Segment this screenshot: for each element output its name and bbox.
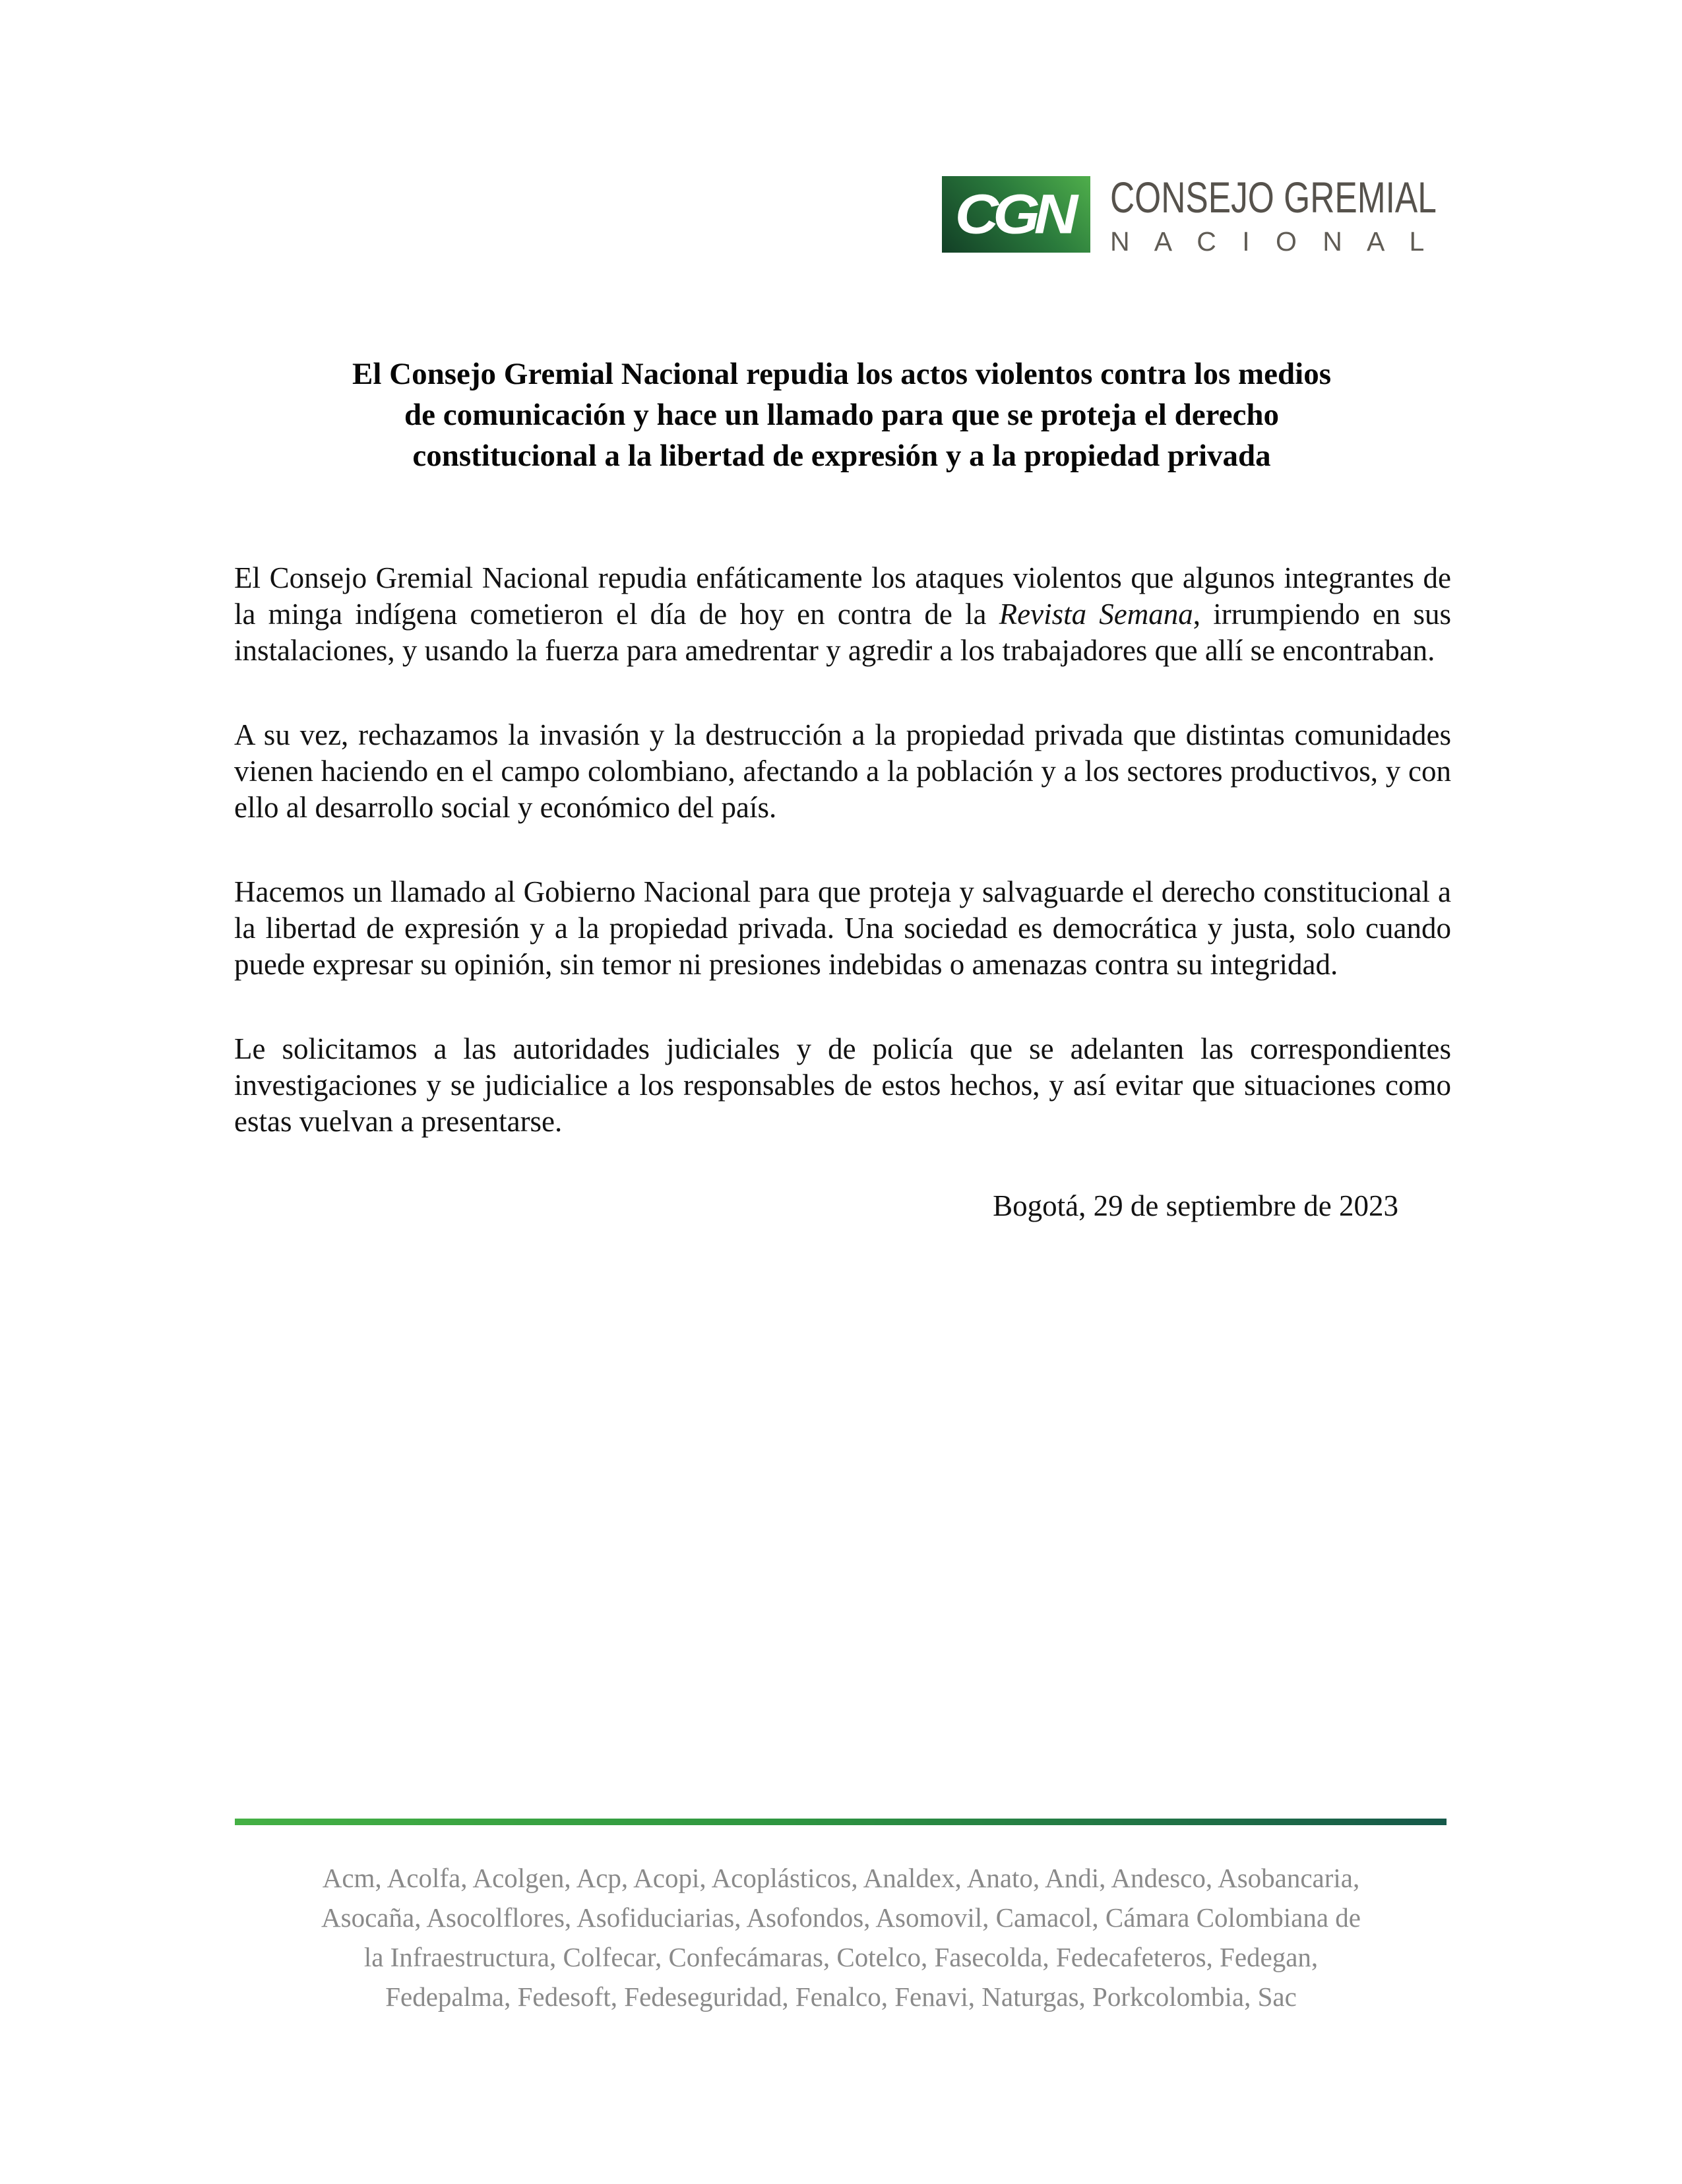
- document-title-line-3: constitucional a la libertad de expresión y a la propiedad privada: [412, 439, 1271, 473]
- document-title-line-1: El Consejo Gremial Nacional repudia los actos violentos contra los medios: [352, 357, 1331, 391]
- cgn-wordmark: [1110, 172, 1528, 257]
- paragraph-3: Hacemos un llamado al Gobierno Nacional para que proteja y salvaguarde el derecho constitucional a la libertad de expresión y a la propiedad privada. Una sociedad es democrática y justa, solo cuando puede expresar su opinión, sin temor ni presiones indebidas o amenazas contra su integridad.: [234, 875, 1451, 981]
- cgn-logo-icon: [942, 176, 1090, 253]
- footer-organizations-line-4: Fedepalma, Fedesoft, Fedeseguridad, Fenalco, Fenavi, Naturgas, Porkcolombia, Sac: [385, 1981, 1297, 2012]
- dateline: Bogotá, 29 de septiembre de 2023: [993, 1189, 1398, 1222]
- cgn-acronym-text: CGN: [954, 183, 1073, 245]
- cgn-logo: [942, 172, 1528, 257]
- paragraph-2: A su vez, rechazamos la invasión y la destrucción a la propiedad privada que distintas comunidades vienen haciendo en el campo colombiano, afectando a la población y a los sectores productivos, y con ello al desarrollo social y económico del país.: [234, 718, 1451, 824]
- footer-organizations-line-2: Asocaña, Asocolflores, Asofiduciarias, Asofondos, Asomovil, Camacol, Cámara Colombiana de: [321, 1902, 1361, 1933]
- footer-organizations: [212, 1858, 1470, 2016]
- document-body: [234, 560, 1451, 1224]
- paragraph-1-text: El Consejo Gremial Nacional repudia enfáticamente los ataques violentos que algunos integrantes de la minga indígena cometieron el día de hoy en contra de la: [234, 561, 1451, 631]
- paragraph-1: [234, 560, 1451, 669]
- footer-organizations-line-1: Acm, Acolfa, Acolgen, Acp, Acopi, Acoplásticos, Analdex, Anato, Andi, Andesco, Asobancaria,: [322, 1863, 1360, 1893]
- paragraph-1-text-cont: , irrumpiendo en sus instalaciones, y usando la fuerza para amedrentar y agredir a los trabajadores que allí se encontraban.: [234, 598, 1451, 667]
- footer-organizations-line-3: la Infraestructura, Colfecar, Confecámaras, Cotelco, Fasecolda, Fedecafeteros, Fedegan,: [363, 1942, 1319, 1972]
- cgn-wordmark-sub: N A C I O N A L: [1110, 226, 1434, 257]
- green-divider-bar: [235, 1819, 1447, 1825]
- paragraph-1-italic-text: Revista Semana: [999, 598, 1193, 631]
- document-title: [232, 354, 1451, 476]
- document-title-line-2: de comunicación y hace un llamado para que se proteja el derecho: [404, 398, 1279, 432]
- cgn-wordmark-main: CONSEJO GREMIAL: [1110, 172, 1437, 222]
- paragraph-4: Le solicitamos a las autoridades judiciales y de policía que se adelanten las correspondientes investigaciones y se judicialice a los responsables de estos hechos, y así evitar que situaciones como estas vuelvan a presentarse.: [234, 1032, 1451, 1138]
